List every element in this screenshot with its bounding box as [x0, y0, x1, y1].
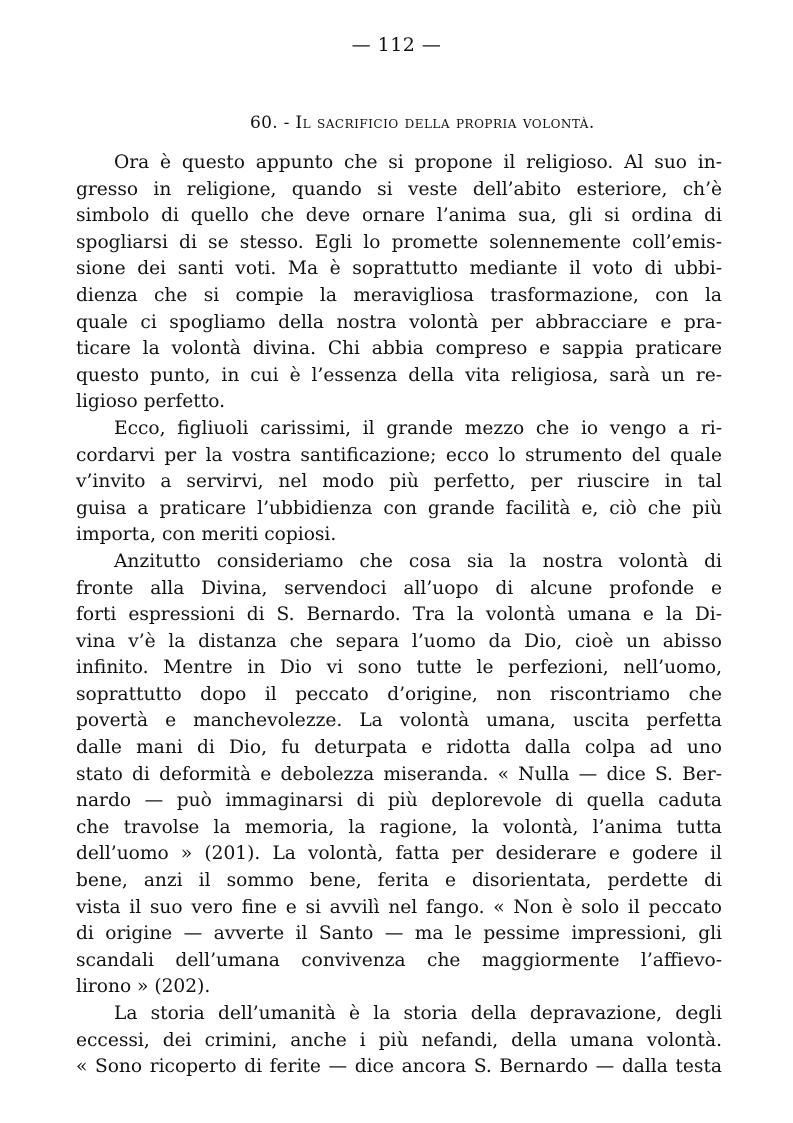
- text-line: La storia dell’umanità è la storia della depravazione, degli: [114, 1003, 722, 1024]
- text-line: soprattutto dopo il peccato d’origine, non riscontriamo che: [76, 683, 722, 705]
- text-line: dell’uomo » (201). La volontà, fatta per desiderare e godere il: [76, 843, 722, 865]
- text-line: povertà e manchevolezze. La volontà umana, uscita perfetta: [76, 710, 722, 732]
- text-line: v’invito a servirvi, nel modo più perfetto, per riuscire in tal: [76, 471, 722, 493]
- text-line: sione dei santi voti. Ma è soprattutto mediante il voto di ubbi-: [76, 258, 722, 280]
- text-line: vista il suo vero fine e si avvilì nel fango. « Non è solo il peccato: [76, 896, 722, 918]
- text-line: ligioso perfetto.: [76, 391, 225, 413]
- text-line: forti espressioni di S. Bernardo. Tra la volontà umana e la Di-: [76, 604, 722, 626]
- text-line: quale ci spogliamo della nostra volontà per abbracciare e pra-: [76, 311, 722, 333]
- text-line: « Sono ricoperto di ferite — dice ancora S. Bernardo — dalla testa: [76, 1056, 722, 1078]
- text-line: cordarvi per la vostra santificazione; ecco lo strumento del quale: [76, 444, 722, 466]
- text-line: fronte alla Divina, servendoci all’uopo di alcune profonde e: [76, 577, 722, 599]
- text-line: dalle mani di Dio, fu deturpata e ridotta dalla colpa ad uno: [76, 737, 722, 759]
- text-line: Anzitutto consideriamo che cosa sia la nostra volontà di: [114, 550, 722, 572]
- text-line: gresso in religione, quando si veste dell’abito esteriore, ch’è: [76, 178, 722, 200]
- text-line: infinito. Mentre in Dio vi sono tutte le perfezioni, nell’uomo,: [76, 657, 722, 679]
- text-line: di origine — avverte il Santo — ma le pessime impressioni, gli: [76, 923, 722, 945]
- text-line: lirono » (202).: [76, 976, 211, 998]
- text-line: simbolo di quello che deve ornare l’anima sua, gli si ordina di: [76, 205, 722, 227]
- text-line: Ora è questo appunto che si propone il religioso. Al suo in-: [114, 152, 722, 173]
- text-line: scandali dell’umana convivenza che maggiormente l’affievo-: [76, 949, 722, 971]
- section-heading: [250, 113, 730, 133]
- body-text: [76, 150, 722, 1081]
- text-line: eccessi, dei crimini, anche i più nefandi, della umana volontà.: [76, 1029, 722, 1051]
- section-title: Il sacrificio della propria volontà.: [295, 113, 595, 133]
- text-line: bene, anzi il sommo bene, ferita e disorientata, perdette di: [76, 870, 722, 892]
- text-line: stato di deformità e debolezza miseranda. « Nulla — dice S. Ber-: [76, 763, 722, 785]
- text-line: Ecco, figliuoli carissimi, il grande mezzo che io vengo a ri-: [114, 417, 722, 439]
- text-line: nardo — può immaginarsi di più deplorevole di quella caduta: [76, 790, 722, 812]
- page-number: — 112 —: [351, 34, 442, 56]
- text-line: dienza che si compie la meravigliosa trasformazione, con la: [76, 284, 722, 306]
- text-line: spogliarsi di se stesso. Egli lo promette solennemente coll’emis-: [76, 231, 722, 253]
- text-line: importa, con meriti copiosi.: [76, 524, 337, 546]
- text-line: guisa a praticare l’ubbidienza con grande facilità e, ciò che più: [76, 497, 722, 519]
- text-line: che travolse la memoria, la ragione, la volontà, l’anima tutta: [76, 816, 722, 838]
- text-line: vina v’è la distanza che separa l’uomo da Dio, cioè un abisso: [76, 630, 722, 652]
- section-number: 60. -: [250, 113, 290, 133]
- text-line: ticare la volontà divina. Chi abbia compreso e sappia praticare: [76, 338, 722, 360]
- text-line: questo punto, in cui è l’essenza della vita religiosa, sarà un re-: [76, 364, 722, 386]
